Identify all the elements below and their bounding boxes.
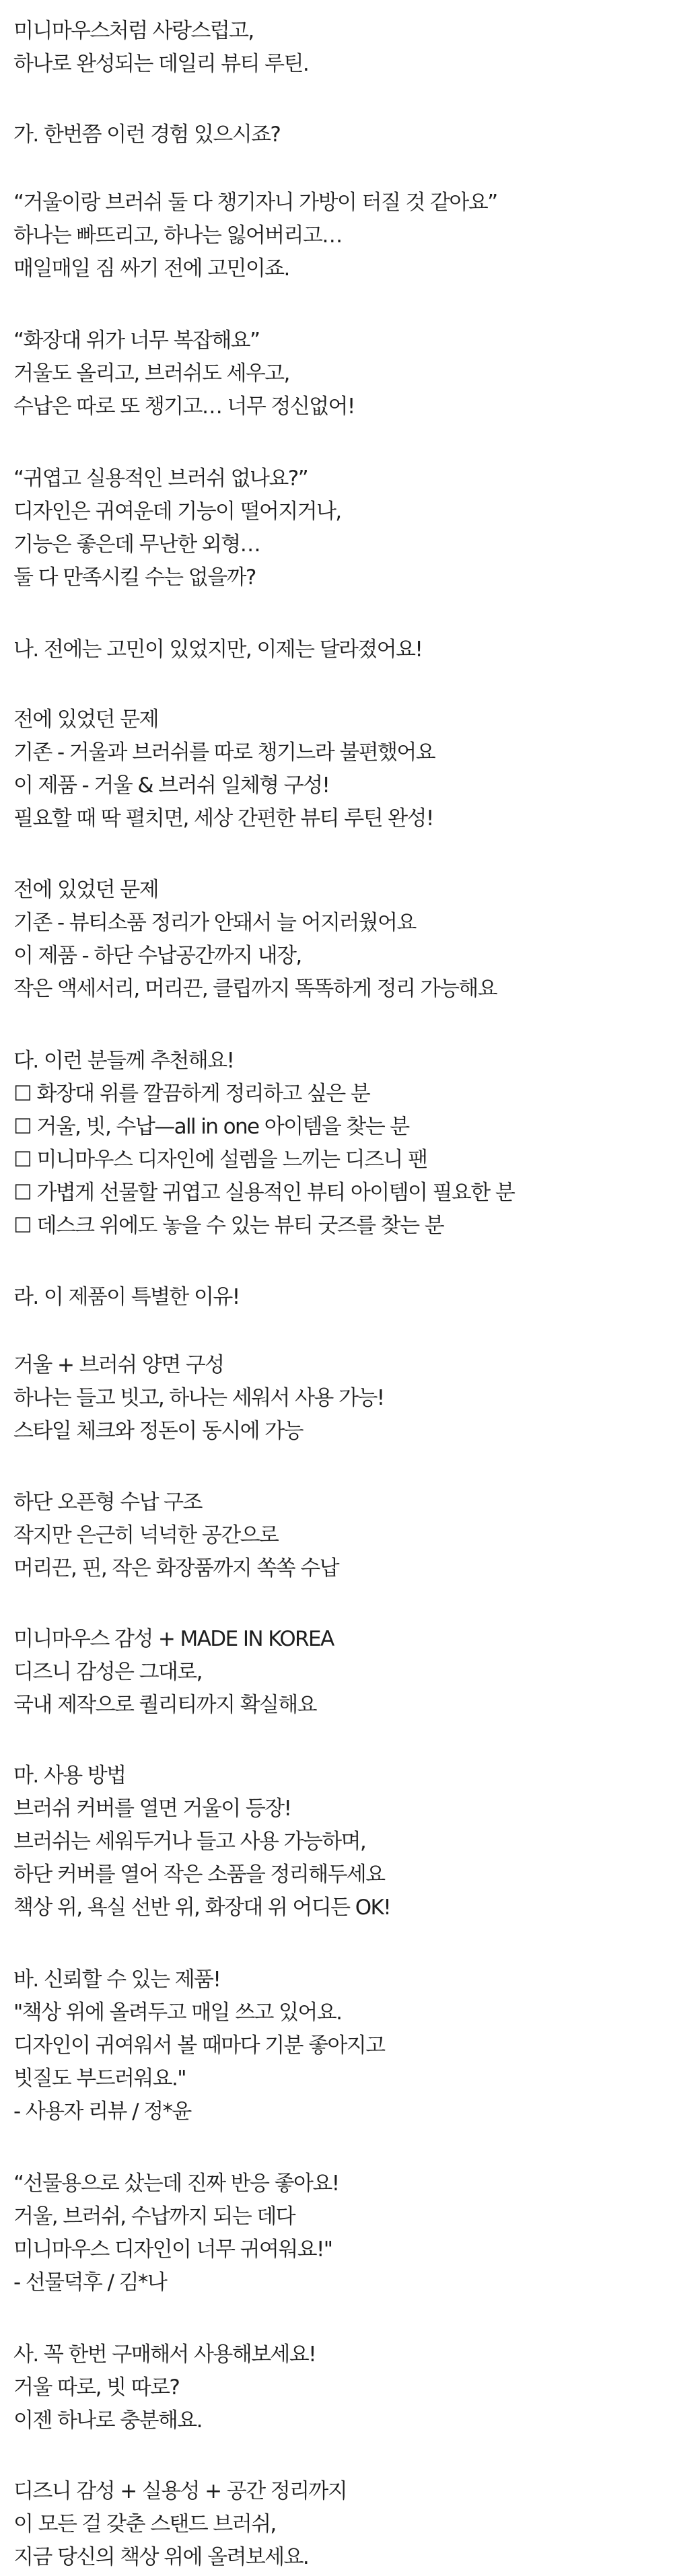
text-line: 이젠 하나로 충분해요.: [13, 2408, 202, 2433]
text-line: ☐ 미니마우스 디자인에 설렘을 느끼는 디즈니 팬: [13, 1148, 427, 1172]
text-line: 가. 한번쯤 이런 경험 있으시죠?: [13, 123, 281, 147]
text-line: 국내 제작으로 퀄리티까지 확실해요: [13, 1693, 316, 1717]
text-line: 작은 액세서리, 머리끈, 클립까지 똑똑하게 정리 가능해요: [13, 977, 497, 1001]
text-line: 하나는 들고 빗고, 하나는 세워서 사용 가능!: [13, 1386, 384, 1410]
text-line: ☐ 가볍게 선물할 귀엽고 실용적인 뷰티 아이템이 필요한 분: [13, 1181, 515, 1205]
text-line: 디자인은 귀여운데 기능이 떨어지거나,: [13, 499, 341, 524]
text-line: 기능은 좋은데 무난한 외형…: [13, 532, 260, 557]
text-line: 브러쉬는 세워두거나 들고 사용 가능하며,: [13, 1830, 366, 1854]
text-line: - 선물덕후 / 김*나: [13, 2270, 167, 2295]
text-line: 디자인이 귀여워서 볼 때마다 기분 좋아지고: [13, 2033, 385, 2058]
text-line: 이 제품 - 거울 & 브러쉬 일체형 구성!: [13, 773, 330, 798]
problem-2-paragraph: [13, 874, 660, 1006]
text-line: ☐ 데스크 위에도 놓을 수 있는 뷰티 굿즈를 찾는 분: [13, 1214, 444, 1238]
experience-quote-3: [13, 462, 660, 594]
text-line: 하단 커버를 열어 작은 소품을 정리해두세요: [13, 1863, 385, 1887]
text-line: 미니마우스 감성 + MADE IN KOREA: [13, 1627, 334, 1651]
text-line: 필요할 때 딱 펼치면, 세상 간편한 뷰티 루틴 완성!: [13, 806, 433, 831]
text-line: “거울이랑 브러쉬 둘 다 챙기자니 가방이 터질 것 같아요”: [13, 190, 497, 215]
text-line: 거울, 브러쉬, 수납까지 되는 데다: [13, 2204, 295, 2229]
text-line: 미니마우스처럼 사랑스럽고,: [13, 19, 254, 43]
text-line: 나. 전에는 고민이 있었지만, 이제는 달라졌어요!: [13, 637, 423, 662]
closing-paragraph: [13, 2475, 660, 2574]
text-line: 스타일 체크와 정돈이 동시에 가능: [13, 1419, 303, 1443]
text-line: 다. 이런 분들께 추천해요!: [13, 1049, 234, 1073]
text-line: - 사용자 리뷰 / 정*윤: [13, 2099, 191, 2124]
experience-quote-1: [13, 186, 660, 285]
text-line: ☐ 화장대 위를 깔끔하게 정리하고 싶은 분: [13, 1082, 370, 1106]
text-line: 하단 오픈형 수납 구조: [13, 1490, 202, 1515]
text-line: 디즈니 감성 + 실용성 + 공간 정리까지: [13, 2479, 347, 2503]
section-ra-heading: [13, 1281, 660, 1314]
text-line: “귀엽고 실용적인 브러쉬 없나요?”: [13, 466, 308, 491]
text-line: 하나는 빠뜨리고, 하나는 잃어버리고…: [13, 223, 342, 248]
text-line: 거울도 올리고, 브러쉬도 세우고,: [13, 361, 289, 386]
section-na-heading: [13, 633, 660, 666]
section-ma-usage: [13, 1760, 660, 1924]
text-line: 이 제품 - 하단 수납공간까지 내장,: [13, 944, 302, 968]
text-line: 디즈니 감성은 그대로,: [13, 1660, 202, 1684]
text-line: 브러쉬 커버를 열면 거울이 등장!: [13, 1797, 291, 1821]
text-line: 전에 있었던 문제: [13, 707, 158, 732]
text-line: 둘 다 만족시킬 수는 없을까?: [13, 565, 256, 590]
text-line: 전에 있었던 문제: [13, 878, 158, 902]
text-line: 거울 따로, 빗 따로?: [13, 2375, 180, 2400]
text-line: 기존 - 거울과 브러쉬를 따로 챙기느라 불편했어요: [13, 740, 435, 765]
text-line: 수납은 따로 또 챙기고… 너무 정신없어!: [13, 394, 355, 419]
section-sa-cta: [13, 2338, 660, 2437]
text-line: 이 모든 걸 갖춘 스탠드 브러쉬,: [13, 2512, 276, 2536]
feature-2-paragraph: [13, 1486, 660, 1585]
text-line: 기존 - 뷰티소품 정리가 안돼서 늘 어지러웠어요: [13, 911, 416, 935]
experience-quote-2: [13, 324, 660, 423]
text-line: "책상 위에 올려두고 매일 쓰고 있어요.: [13, 2000, 342, 2025]
text-line: 바. 신뢰할 수 있는 제품!: [13, 1968, 221, 1992]
review-2-paragraph: [13, 2167, 660, 2299]
section-da-recommend: [13, 1045, 660, 1243]
section-ba-reviews: [13, 1963, 660, 2128]
text-line: 미니마우스 디자인이 너무 귀여워요!": [13, 2237, 332, 2262]
text-line: 하나로 완성되는 데일리 뷰티 루틴.: [13, 52, 309, 76]
text-line: 책상 위, 욕실 선반 위, 화장대 위 어디든 OK!: [13, 1895, 391, 1920]
text-line: 거울 + 브러쉬 양면 구성: [13, 1353, 224, 1377]
feature-3-paragraph: [13, 1623, 660, 1722]
text-line: 지금 당신의 책상 위에 올려보세요.: [13, 2545, 309, 2569]
text-line: “선물용으로 샀는데 진짜 반응 좋아요!: [13, 2171, 339, 2196]
text-line: 매일매일 짐 싸기 전에 고민이죠.: [13, 256, 289, 281]
text-line: ☐ 거울, 빗, 수납—all in one 아이템을 찾는 분: [13, 1115, 409, 1139]
text-line: 빗질도 부드러워요.": [13, 2066, 186, 2091]
feature-1-paragraph: [13, 1349, 660, 1448]
text-line: 사. 꼭 한번 구매해서 사용해보세요!: [13, 2342, 316, 2367]
problem-1-paragraph: [13, 703, 660, 835]
text-line: 머리끈, 핀, 작은 화장품까지 쏙쏙 수납: [13, 1556, 339, 1580]
text-line: 작지만 은근히 넉넉한 공간으로: [13, 1523, 279, 1547]
text-line: 마. 사용 방법: [13, 1764, 126, 1788]
intro-paragraph: [13, 15, 660, 81]
section-ga-heading: [13, 118, 660, 151]
text-line: 라. 이 제품이 특별한 이유!: [13, 1285, 240, 1309]
text-line: “화장대 위가 너무 복잡해요”: [13, 328, 260, 353]
